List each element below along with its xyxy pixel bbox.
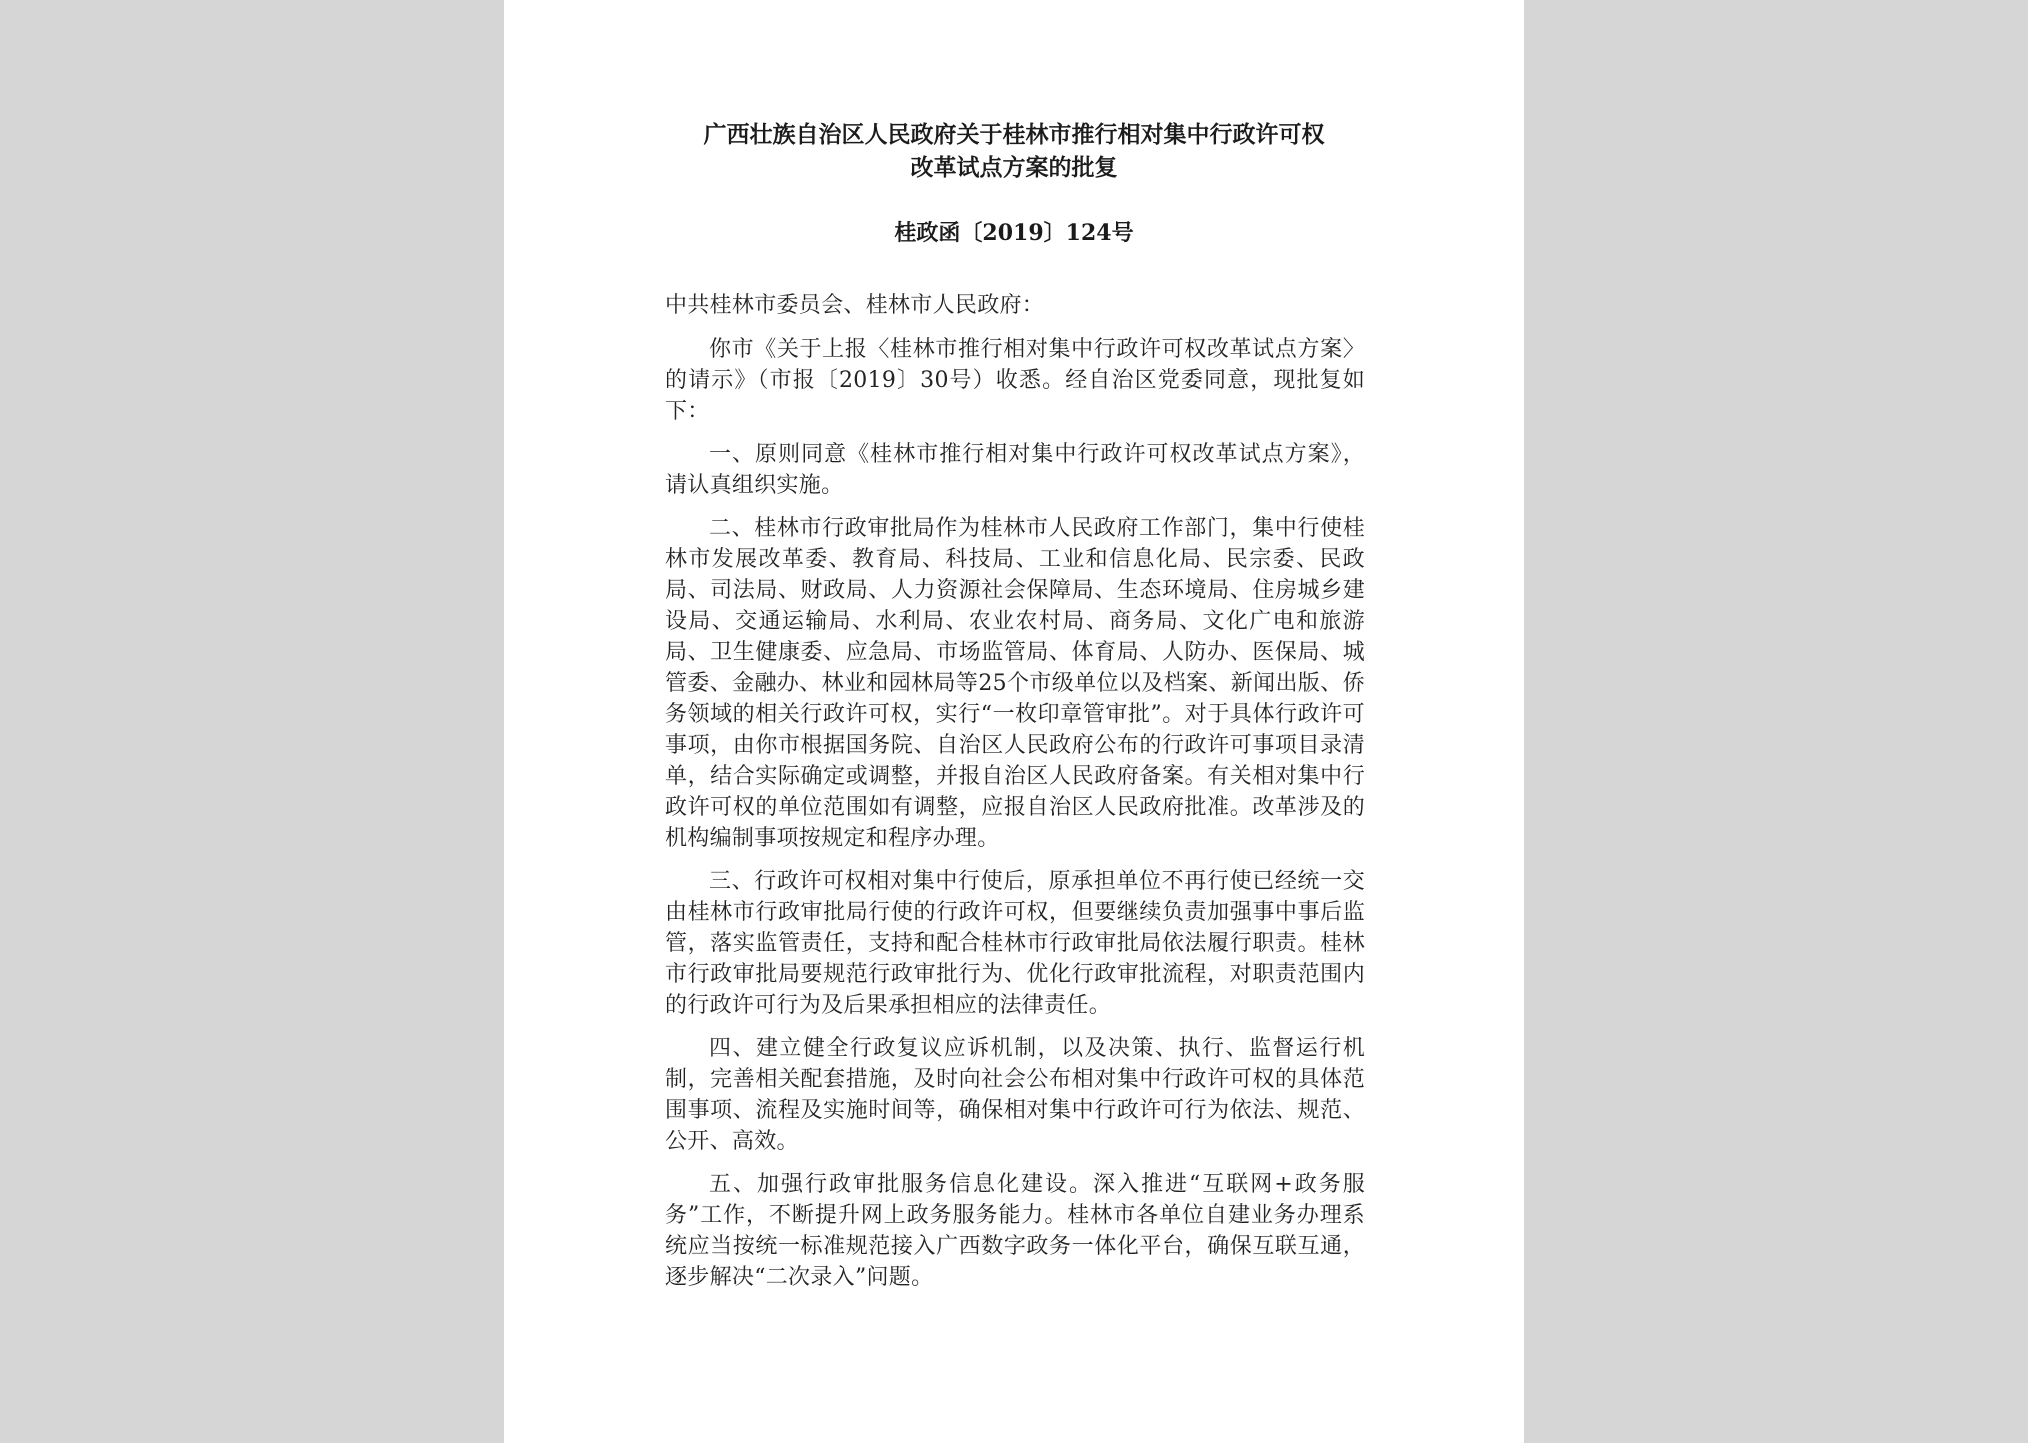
paragraph-intro: 你市《关于上报〈桂林市推行相对集中行政许可权改革试点方案〉的请示》（市报〔2019〕30号）收悉。经自治区党委同意，现批复如下： [665, 337, 1365, 424]
salutation: 中共桂林市委员会、桂林市人民政府： [665, 293, 1045, 318]
paragraph-item-1: 一、原则同意《桂林市推行相对集中行政许可权改革试点方案》，请认真组织实施。 [665, 442, 1365, 498]
document-number: 桂政函〔2019〕124号 [894, 220, 1134, 246]
document-title [504, 118, 1524, 184]
document-title-line-1: 广西壮族自治区人民政府关于桂林市推行相对集中行政许可权 [703, 121, 1325, 148]
paragraph-item-2: 二、桂林市行政审批局作为桂林市人民政府工作部门，集中行使桂林市发展改革委、教育局、科技局、工业和信息化局、民宗委、民政局、司法局、财政局、人力资源社会保障局、生态环境局、住房城乡建设局、交通运输局、水利局、农业农村局、商务局、文化广电和旅游局、卫生健康委、应急局、市场监管局、体育局、人防办、医保局、城管委、金融办、林业和园林局等25个市级单位以及档案、新闻出版、侨务领域的相关行政许可权，实行“一枚印章管审批”。对于具体行政许可事项，由你市根据国务院、自治区人民政府公布的行政许可事项目录清单，结合实际确定或调整，并报自治区人民政府备案。有关相对集中行政许可权的单位范围如有调整，应报自治区人民政府批准。改革涉及的机构编制事项按规定和程序办理。 [665, 516, 1365, 851]
document-body [665, 290, 1365, 1305]
paragraph-item-5: 五、加强行政审批服务信息化建设。深入推进“互联网+政务服务”工作，不断提升网上政务服务能力。桂林市各单位自建业务办理系统应当按统一标准规范接入广西数字政务一体化平台，确保互联互通，逐步解决“二次录入”问题。 [665, 1172, 1365, 1290]
paragraph-item-3: 三、行政许可权相对集中行使后，原承担单位不再行使已经统一交由桂林市行政审批局行使的行政许可权，但要继续负责加强事中事后监管，落实监管责任，支持和配合桂林市行政审批局依法履行职责。桂林市行政审批局要规范行政审批行为、优化行政审批流程，对职责范围内的行政许可行为及后果承担相应的法律责任。 [665, 869, 1365, 1018]
paragraph-item-4: 四、建立健全行政复议应诉机制，以及决策、执行、监督运行机制，完善相关配套措施，及时向社会公布相对集中行政许可权的具体范围事项、流程及实施时间等，确保相对集中行政许可行为依法、规范、公开、高效。 [665, 1036, 1365, 1154]
document-page [504, 0, 1524, 1443]
document-title-line-2: 改革试点方案的批复 [910, 154, 1118, 181]
